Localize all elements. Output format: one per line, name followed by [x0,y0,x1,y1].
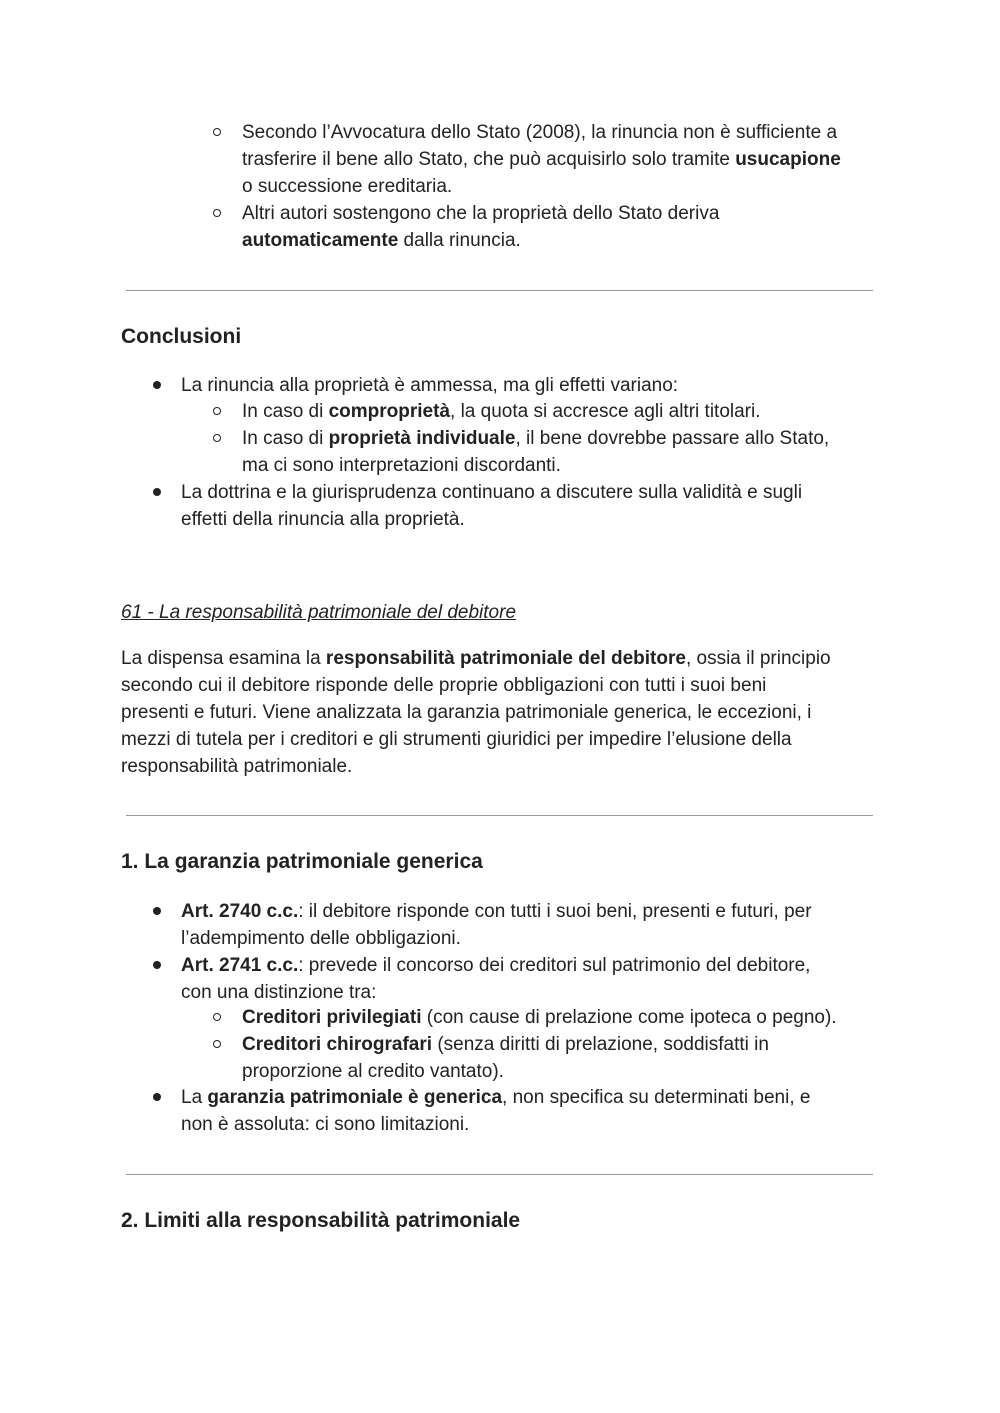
list-item [181,372,678,399]
item-text: (con cause di prelazione come ipoteca o pegno). [421,1007,837,1028]
paragraph-text: La dispensa esamina la [121,648,326,669]
section-heading: Conclusioni [121,325,242,348]
horizontal-divider [126,290,873,291]
item-text: : prevede il concorso dei creditori sul patrimonio del debitore, [298,955,811,976]
item-bold-text: Art. 2741 c.c. [181,955,299,976]
item-bold-text: proprietà individuale [328,428,516,449]
paragraph-line [121,645,831,672]
list-item-continuation: proporzione al credito vantato). [242,1061,504,1082]
list-item [181,479,802,506]
paragraph-line: mezzi di tutela per i creditori e gli strumenti giuridici per impedire l’elusione della [121,729,792,750]
item-text: La rinuncia alla proprietà è ammessa, ma gli effetti variano: [181,375,679,396]
item-text: In caso di [242,428,329,449]
item-text: dalla rinuncia. [398,230,521,251]
bullet-icon [153,488,161,496]
list-item [242,1004,837,1031]
item-text: (senza diritti di prelazione, soddisfatti in [432,1034,769,1055]
sub-bullet-icon [213,209,221,217]
list-item-continuation: l’adempimento delle obbligazioni. [181,928,461,949]
list-item-continuation: con una distinzione tra: [181,982,377,1003]
section-heading: 1. La garanzia patrimoniale generica [121,850,483,873]
item-text: , il bene dovrebbe passare allo Stato, [515,428,830,449]
paragraph-line: presenti e futuri. Viene analizzata la garanzia patrimoniale generica, le eccezioni, i [121,702,812,723]
sub-bullet-icon [213,434,221,442]
sub-bullet-icon [213,1040,221,1048]
list-item-continuation [242,227,521,254]
item-text: , la quota si accresce agli altri titolari. [450,401,761,422]
sub-bullet-icon [213,1013,221,1021]
list-item-continuation [242,452,561,479]
item-text: La dottrina e la giurisprudenza continuano a discutere sulla validità e sugli [181,482,803,503]
paragraph-line: secondo cui il debitore risponde delle proprie obbligazioni con tutti i suoi beni [121,675,767,696]
list-item [242,119,837,146]
list-item [242,1031,769,1058]
item-text: o successione ereditaria. [242,176,453,197]
item-text: La [181,1087,208,1108]
item-text: Secondo l’Avvocatura dello Stato (2008), la rinuncia non è sufficiente a [242,122,838,143]
item-text: : il debitore risponde con tutti i suoi beni, presenti e futuri, per [298,901,812,922]
bullet-icon [153,381,161,389]
list-item [181,898,812,925]
list-item-continuation [242,146,841,173]
list-item [242,425,829,452]
list-item [181,952,810,979]
item-bold-text: automaticamente [242,230,399,251]
list-item [181,1084,810,1111]
bullet-icon [153,907,161,915]
list-item [242,200,719,227]
item-bold-text: Creditori privilegiati [242,1007,422,1028]
item-text: In caso di [242,401,329,422]
bullet-icon [153,1093,161,1101]
item-bold-text: comproprietà [328,401,451,422]
horizontal-divider [126,815,873,816]
section-heading: 2. Limiti alla responsabilità patrimoniale [121,1209,521,1232]
item-text: trasferire il bene allo Stato, che può acquisirlo solo tramite [242,149,736,170]
list-item-continuation: non è assoluta: ci sono limitazioni. [181,1114,470,1135]
item-text: effetti della rinuncia alla proprietà. [181,509,465,530]
chapter-title: 61 - La responsabilità patrimoniale del debitore [121,602,517,623]
item-text: Altri autori sostengono che la proprietà dello Stato deriva [242,203,720,224]
horizontal-divider [126,1174,873,1175]
item-bold-text: garanzia patrimoniale è generica [207,1087,503,1108]
sub-bullet-icon [213,128,221,136]
bullet-icon [153,961,161,969]
sub-bullet-icon [213,407,221,415]
item-bold-text: Art. 2740 c.c. [181,901,299,922]
item-text: , non specifica su determinati beni, e [502,1087,811,1108]
item-bold-text: Creditori chirografari [242,1034,433,1055]
list-item [242,398,761,425]
paragraph-bold-text: responsabilità patrimoniale del debitore [325,648,686,669]
list-item-continuation [242,173,452,200]
list-item-continuation [181,506,465,533]
item-bold-text: usucapione [735,149,841,170]
paragraph-line: responsabilità patrimoniale. [121,756,353,777]
paragraph-text: , ossia il principio [685,648,831,669]
item-text: ma ci sono interpretazioni discordanti. [242,455,561,476]
